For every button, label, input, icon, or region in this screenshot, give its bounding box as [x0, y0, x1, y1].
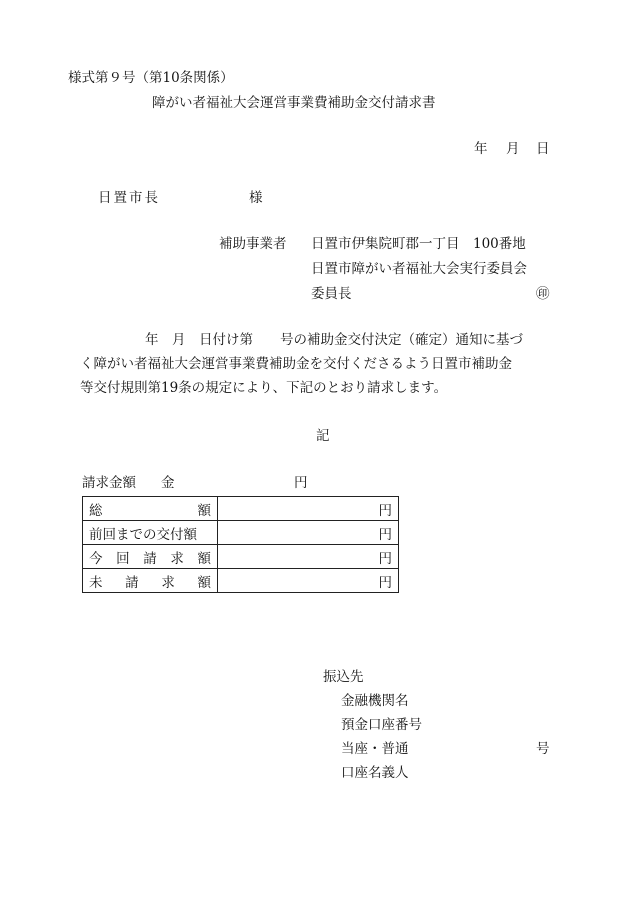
- table-row: [83, 521, 399, 545]
- applicant-title: 委員長: [311, 286, 352, 302]
- seal-mark: ㊞: [536, 286, 550, 302]
- date-day: 日: [536, 141, 550, 157]
- transfer-heading: 振込先: [323, 669, 364, 685]
- table-row: [83, 545, 399, 569]
- request-amount-label: 請求金額: [82, 475, 136, 491]
- label-char: 額: [197, 550, 211, 567]
- transfer-account-type: 当座・普通: [341, 741, 409, 757]
- transfer-gou: 号: [536, 741, 550, 757]
- date-month: 月: [506, 141, 520, 157]
- ki-heading: 記: [316, 428, 330, 444]
- addressee-name: 日置市長: [98, 190, 160, 206]
- label-char: 額: [197, 502, 211, 519]
- row-label-unclaimed: [83, 569, 218, 593]
- transfer-holder: 口座名義人: [341, 765, 409, 781]
- document-title: 障がい者福祉大会運営事業費補助金交付請求書: [152, 95, 436, 111]
- row-label-previous: [83, 521, 218, 545]
- label-char: 今: [89, 550, 103, 567]
- form-number: 様式第９号（第10条関係）: [68, 70, 234, 86]
- amount-table: [82, 496, 399, 593]
- label-char: 求: [161, 574, 175, 591]
- row-label-current: [83, 545, 218, 569]
- label-char: 求: [170, 550, 184, 567]
- request-amount-kin: 金: [161, 475, 175, 491]
- label-char: 総: [89, 502, 103, 519]
- table-row: [83, 497, 399, 521]
- amount-cell-unclaimed: 円: [218, 569, 399, 593]
- date-year: 年: [474, 141, 488, 157]
- applicant-address: 日置市伊集院町郡一丁目 100番地: [311, 236, 526, 252]
- body-line-2: く障がい者福祉大会運営事業費補助金を交付くださるよう日置市補助金: [80, 356, 512, 372]
- label-char: 未: [89, 574, 103, 591]
- transfer-bank: 金融機関名: [341, 693, 409, 709]
- addressee-honorific: 様: [249, 190, 263, 206]
- label-char: 請: [143, 550, 157, 567]
- label-char: 額: [197, 574, 211, 591]
- label-char: 回: [116, 550, 130, 567]
- applicant-organization: 日置市障がい者福祉大会実行委員会: [311, 261, 527, 277]
- table-row: [83, 569, 399, 593]
- row-label-total: [83, 497, 218, 521]
- label-char: 請: [125, 574, 139, 591]
- transfer-account-label: 預金口座番号: [341, 717, 422, 733]
- request-amount-yen: 円: [294, 475, 308, 491]
- amount-cell-total: 円: [218, 497, 399, 521]
- label-char: 前回までの交付額: [89, 526, 197, 543]
- amount-cell-previous: 円: [218, 521, 399, 545]
- amount-cell-current: 円: [218, 545, 399, 569]
- body-line-3: 等交付規則第19条の規定により、下記のとおり請求します。: [80, 380, 448, 396]
- body-line-1: 年 月 日付け第 号の補助金交付決定（確定）通知に基づ: [145, 332, 523, 348]
- applicant-label: 補助事業者: [219, 236, 287, 252]
